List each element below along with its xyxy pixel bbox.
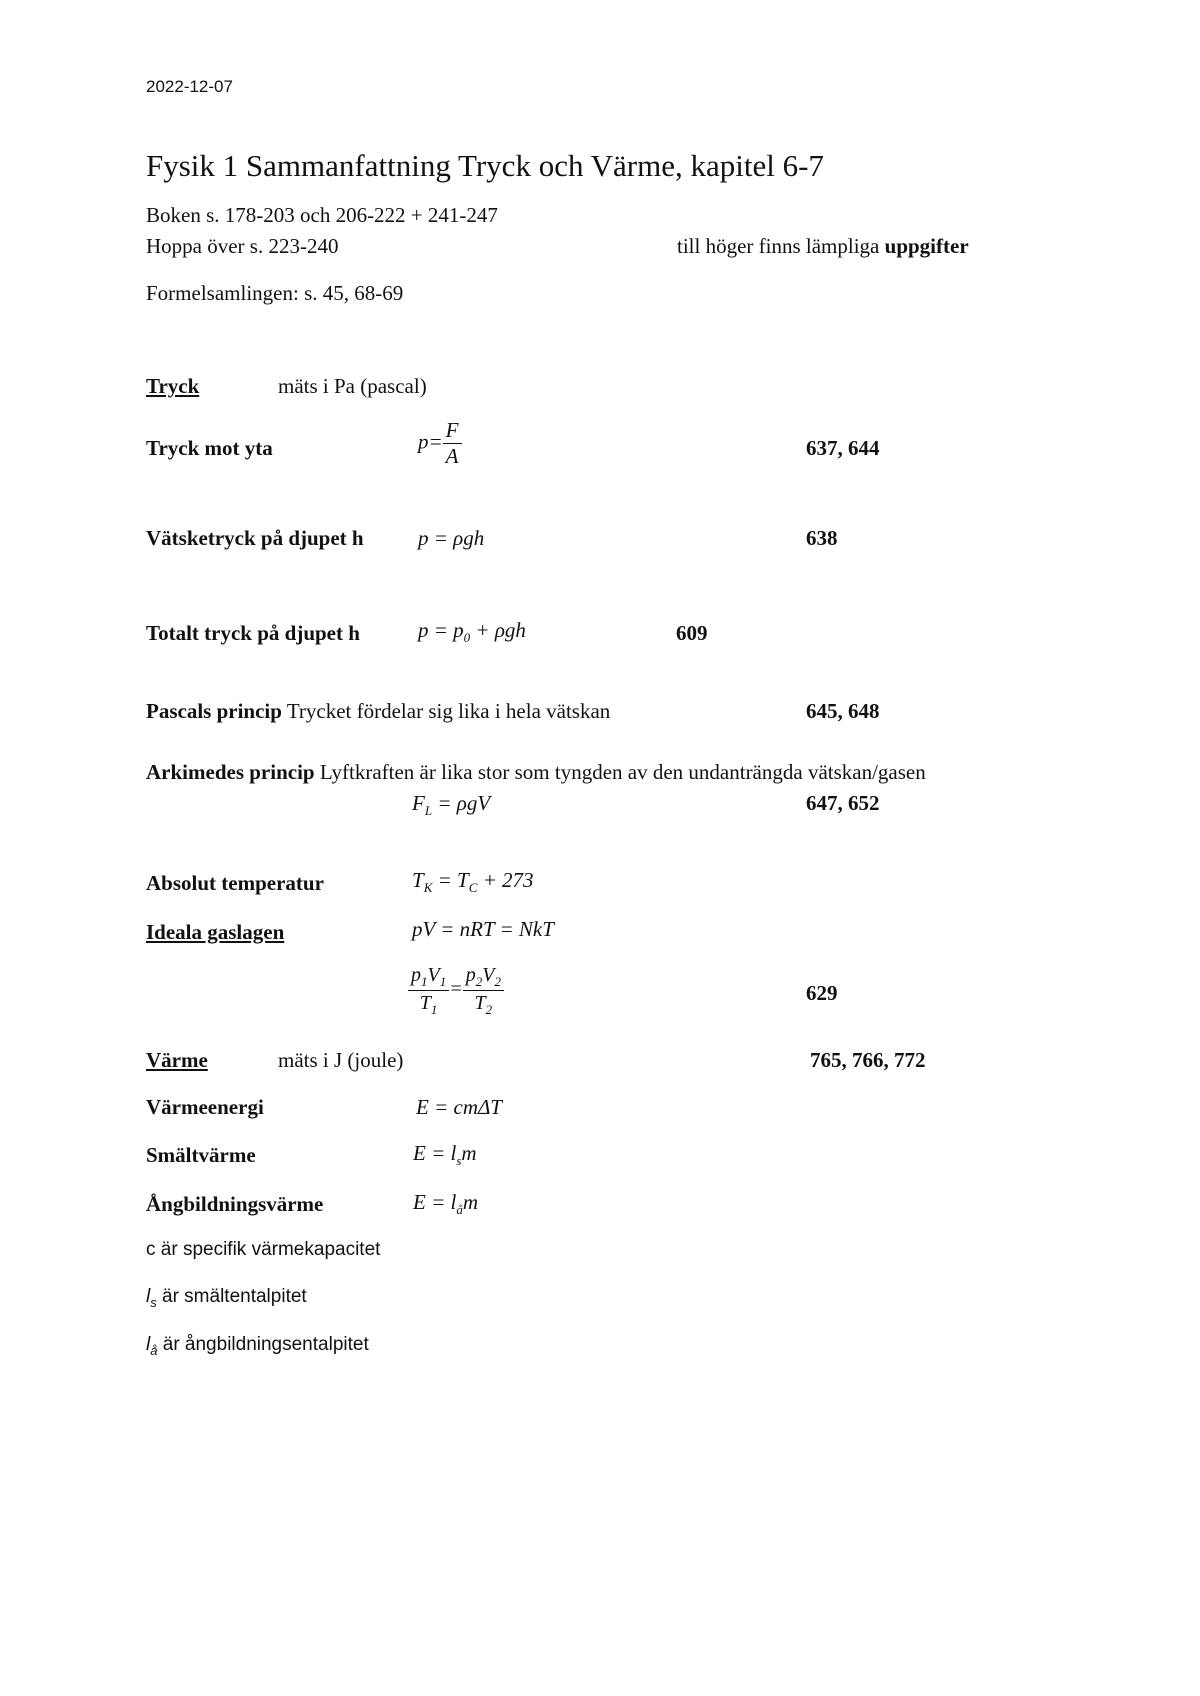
tryck-unit: mäts i Pa (pascal)	[278, 374, 427, 398]
formula-tryck-mot-yta	[418, 420, 462, 467]
tasks-vatsketryck: 638	[806, 526, 838, 550]
pascal-text: Trycket fördelar sig lika i hela vätskan	[286, 699, 611, 723]
equals-sign: =	[449, 978, 463, 1001]
formula-lhs: F	[412, 791, 425, 815]
formula-rhs: m	[462, 1190, 479, 1214]
formula-subscript-k: K	[423, 880, 433, 895]
p1-sub: 1	[421, 974, 428, 989]
denominator-right	[472, 991, 496, 1016]
formula-subscript: s	[456, 1153, 462, 1168]
formula-subscript-c: C	[468, 880, 478, 895]
numerator: F	[443, 420, 462, 444]
arkimedes-line	[146, 762, 926, 783]
formula-subscript: å	[456, 1202, 463, 1217]
t2: T	[474, 992, 486, 1014]
note-prefix: till höger finns lämpliga	[677, 234, 885, 258]
label-angbildningsvarme: Ångbildningsvärme	[146, 1192, 324, 1216]
fraction	[443, 420, 462, 467]
formula-lhs: p = p	[418, 618, 464, 642]
ls-text: är smältentalpitet	[156, 1286, 307, 1307]
v1: V	[427, 964, 440, 986]
note-la	[146, 1335, 369, 1357]
formula-totalt-tryck	[418, 620, 526, 644]
label-smaltvarme: Smältvärme	[146, 1143, 256, 1167]
formula-smaltvarme	[413, 1143, 477, 1167]
formula-arkimedes	[412, 793, 490, 817]
la-symbol: l	[146, 1334, 151, 1355]
label-arkimedes: Arkimedes princip	[146, 760, 315, 784]
note-bold: uppgifter	[884, 234, 969, 258]
document-date: 2022-12-07	[146, 77, 233, 96]
numerator-left	[408, 965, 449, 991]
formula-subscript: L	[424, 803, 433, 818]
label-vatsketryck: Vätsketryck på djupet h	[146, 526, 364, 550]
v1-sub: 1	[439, 974, 447, 989]
t2-sub: 2	[485, 1002, 493, 1017]
denominator-left	[417, 991, 441, 1016]
tasks-pascal: 645, 648	[806, 699, 880, 723]
formula-absolut-temp	[412, 870, 534, 894]
t1-sub: 1	[430, 1002, 438, 1017]
label-absolut-temp: Absolut temperatur	[146, 871, 324, 895]
intro-right-note	[677, 236, 969, 257]
intro-line-skip: Hoppa över s. 223-240	[146, 234, 339, 258]
formula-angbildningsvarme	[413, 1192, 478, 1216]
pascal-line	[146, 701, 610, 722]
la-subscript: å	[150, 1343, 158, 1358]
intro-line-formula-book: Formelsamlingen: s. 45, 68-69	[146, 281, 404, 305]
formula-eq: =	[428, 429, 443, 454]
formula-lhs: E = l	[413, 1141, 457, 1165]
v2-sub: 2	[494, 974, 501, 989]
p2: p	[465, 964, 476, 986]
heading-ideala-gaslagen: Ideala gaslagen	[146, 920, 285, 944]
formula-t: T	[412, 868, 424, 892]
formula-rhs: m	[461, 1141, 477, 1165]
formula-rhs: + ρgh	[475, 618, 526, 642]
v2: V	[482, 964, 495, 986]
la-text: är ångbildningsentalpitet	[157, 1334, 369, 1355]
formula-subscript: 0	[463, 630, 471, 645]
heading-varme: Värme	[146, 1048, 208, 1072]
intro-line-book: Boken s. 178-203 och 206-222 + 241-247	[146, 203, 498, 227]
tasks-tryck-mot-yta: 637, 644	[806, 436, 880, 460]
heading-tryck: Tryck	[146, 374, 200, 398]
tasks-ideala-gaslagen: 629	[806, 981, 838, 1005]
label-tryck-mot-yta: Tryck mot yta	[146, 436, 273, 460]
tasks-totalt-tryck: 609	[676, 621, 708, 645]
tasks-arkimedes: 647, 652	[806, 791, 880, 815]
formula-combined-gas	[408, 965, 504, 1016]
p1: p	[411, 964, 421, 986]
ls-subscript: s	[150, 1295, 157, 1310]
formula-rhs: + 273	[482, 868, 534, 892]
p2-sub: 2	[475, 974, 483, 989]
tasks-varme: 765, 766, 772	[810, 1048, 926, 1072]
formula-lhs: p	[418, 429, 429, 454]
label-varmeenergi: Värmeenergi	[146, 1095, 264, 1119]
formula-rhs: = ρgV	[437, 791, 491, 815]
label-pascal: Pascals princip	[146, 699, 282, 723]
formula-lhs: E = l	[413, 1190, 457, 1214]
fraction-left	[408, 965, 449, 1016]
note-c: c är specifik värmekapacitet	[146, 1239, 381, 1260]
varme-unit: mäts i J (joule)	[278, 1048, 404, 1072]
denominator: A	[445, 444, 459, 468]
note-ls	[146, 1287, 307, 1309]
numerator-right	[463, 965, 504, 991]
formula-mid: = T	[437, 868, 469, 892]
label-totalt-tryck: Totalt tryck på djupet h	[146, 621, 360, 645]
fraction-right	[463, 965, 504, 1016]
formula-vatsketryck: p = ρgh	[418, 526, 485, 550]
ls-symbol: l	[146, 1286, 151, 1307]
t1: T	[419, 992, 431, 1014]
formula-varmeenergi: E = cmΔT	[416, 1095, 502, 1119]
formula-ideala-gaslagen: pV = nRT = NkT	[412, 917, 554, 941]
arkimedes-text: Lyftkraften är lika stor som tyngden av den undanträngda vätskan/gasen	[319, 760, 926, 784]
document-title: Fysik 1 Sammanfattning Tryck och Värme, kapitel 6-7	[146, 148, 824, 183]
